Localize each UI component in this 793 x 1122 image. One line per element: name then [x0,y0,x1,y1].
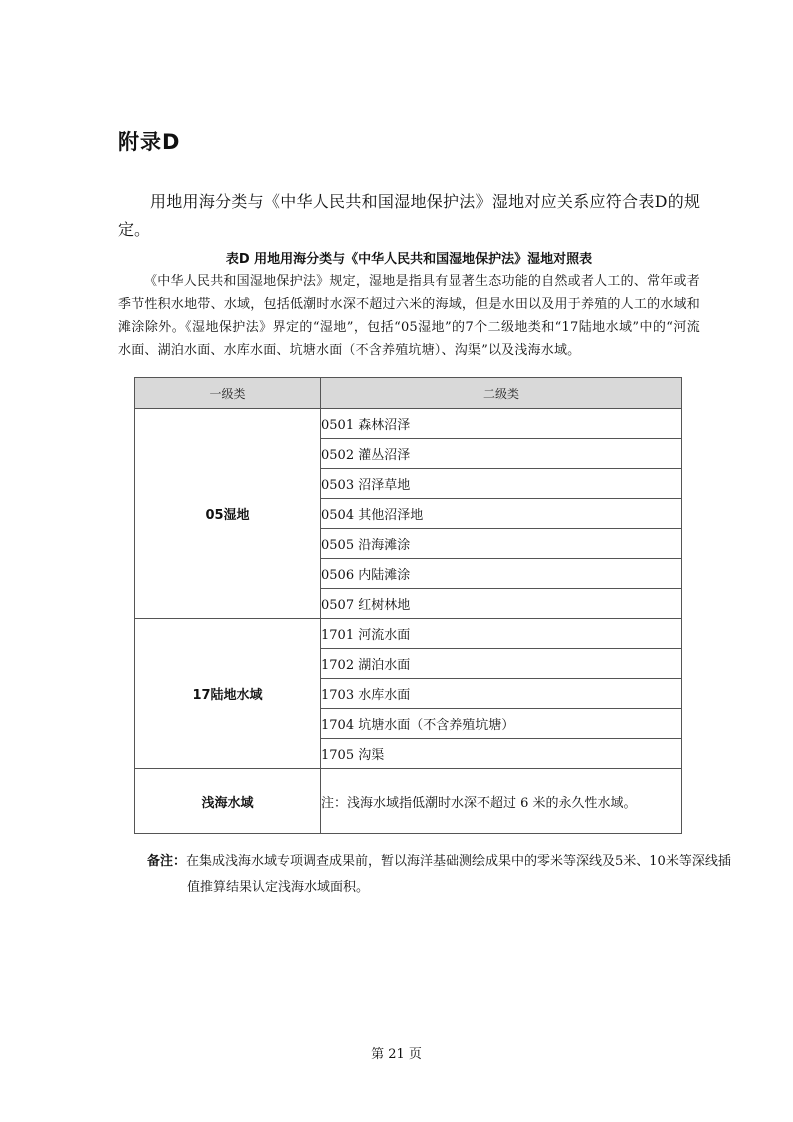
appendix-heading: 附录D [118,130,181,154]
mapping-table [134,377,682,834]
subcategory-cell: 0504 其他沼泽地 [321,499,682,529]
subcategory-cell: 0505 沿海滩涂 [321,529,682,559]
header-level-1: 一级类 [135,378,321,409]
table-row [135,409,682,439]
intro-paragraph: 用地用海分类与《中华人民共和国湿地保护法》湿地对应关系应符合表D的规定。 [118,192,700,239]
remark [147,849,732,901]
header-level-2: 二级类 [321,378,682,409]
description-paragraph: 《中华人民共和国湿地保护法》规定，湿地是指具有显著生态功能的自然或者人工的、常年或者季节性积水地带、水域，包括低潮时水深不超过六米的海域，但是水田以及用于养殖的人工的水域和滩涂除外。《湿地保护法》界定的“湿地”，包括“05湿地”的7个二级地类和“17陆地水域”中的“河流水面、湖泊水面、水库水面、坑塘水面（不含养殖坑塘）、沟渠”以及浅海水域。 [118,274,700,358]
subcategory-cell: 1705 沟渠 [321,739,682,769]
note-cell: 注：浅海水域指低潮时水深不超过 6 米的永久性水域。 [321,769,682,834]
subcategory-cell: 1704 坑塘水面（不含养殖坑塘） [321,709,682,739]
remark-label: 备注： [147,854,187,869]
subcategory-cell: 0503 沼泽草地 [321,469,682,499]
table-row [135,619,682,649]
page-number: 第 21 页 [371,1047,422,1062]
category-cell: 浅海水域 [135,769,321,834]
subcategory-cell: 1701 河流水面 [321,619,682,649]
table-row [135,769,682,834]
subcategory-cell: 0506 内陆滩涂 [321,559,682,589]
subcategory-cell: 0502 灌丛沼泽 [321,439,682,469]
remark-text: 在集成浅海水域专项调查成果前，暂以海洋基础测绘成果中的零米等深线及5米、10米等深线插值推算结果认定浅海水域面积。 [186,854,731,895]
category-cell: 17陆地水域 [135,619,321,769]
subcategory-cell: 0507 红树林地 [321,589,682,619]
subcategory-cell: 1702 湖泊水面 [321,649,682,679]
table-header-row [135,378,682,409]
subcategory-cell: 1703 水库水面 [321,679,682,709]
category-cell: 05湿地 [135,409,321,619]
subcategory-cell: 0501 森林沼泽 [321,409,682,439]
table-caption: 表D 用地用海分类与《中华人民共和国湿地保护法》湿地对照表 [225,252,593,267]
